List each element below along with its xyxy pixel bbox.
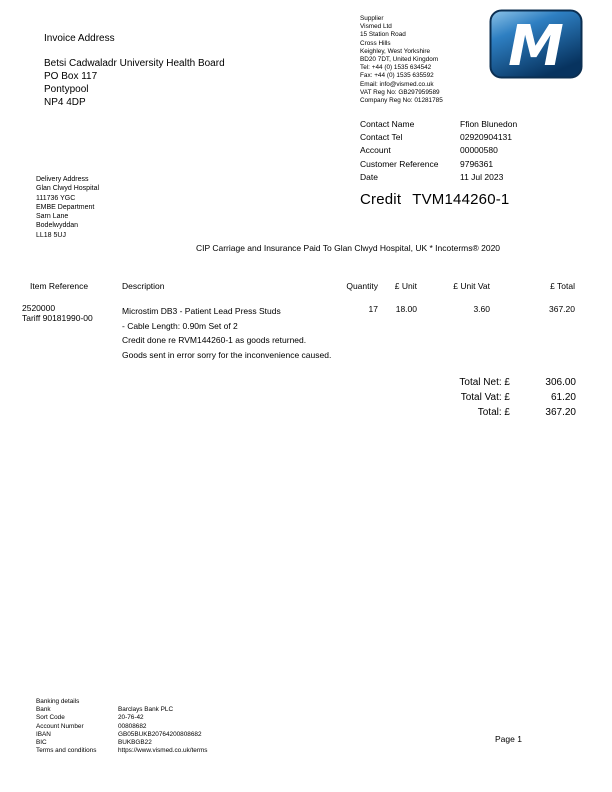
bank-row xyxy=(36,706,208,714)
col-header-description: Description xyxy=(122,281,165,291)
account-value: 00000580 xyxy=(460,145,498,156)
contact-name-label: Contact Name xyxy=(360,119,415,129)
invoice-address-line: NP4 4DP xyxy=(44,97,86,108)
supplier-line: Cross Hills xyxy=(360,39,391,47)
supplier-line: Keighley, West Yorkshire xyxy=(360,47,431,55)
banking-details-heading: Banking details xyxy=(36,698,80,705)
date-label: Date xyxy=(360,171,378,182)
total-gross-value: 367.20 xyxy=(545,407,576,418)
supplier-line: BD20 7DT, United Kingdom xyxy=(360,56,439,64)
document-number: TVM144260-1 xyxy=(412,191,510,208)
invoice-address-block xyxy=(44,57,225,109)
col-header-unit-price: £ Unit xyxy=(394,281,417,291)
document-title xyxy=(360,191,509,208)
supplier-line: Tel: +44 (0) 1535 634542 xyxy=(360,64,432,72)
date-value: 11 Jul 2023 xyxy=(460,171,504,182)
item-tariff-value: Tariff 90181990-00 xyxy=(22,312,93,323)
document-type-label: Credit xyxy=(360,191,402,208)
supplier-block xyxy=(360,15,443,105)
terms-label: Terms and conditions xyxy=(36,747,97,755)
supplier-line: VAT Reg No: GB297959589 xyxy=(360,88,440,96)
contact-row xyxy=(360,131,585,144)
page-number: Page 1 xyxy=(495,734,522,744)
supplier-heading: Supplier xyxy=(360,15,384,22)
item-note-line: Credit done re RVM144260-1 as goods returned. xyxy=(122,335,307,346)
invoice-address-heading: Invoice Address xyxy=(44,33,115,44)
contact-row xyxy=(360,158,585,171)
col-header-unit-vat: £ Unit Vat xyxy=(453,281,490,291)
total-gross-row xyxy=(380,407,576,418)
delivery-address-heading: Delivery Address xyxy=(36,176,89,183)
terms-url-link[interactable]: https://www.vismed.co.uk/terms xyxy=(118,747,208,755)
item-unit-price-value: 18.00 xyxy=(395,304,417,314)
total-gross-label: Total: £ xyxy=(477,407,510,418)
delivery-address-line: LL18 5UJ xyxy=(36,231,66,239)
delivery-address-block xyxy=(36,175,99,240)
contact-tel-label: Contact Tel xyxy=(360,132,403,143)
total-net-row xyxy=(380,377,576,388)
item-total-value: 367.20 xyxy=(549,304,575,314)
item-quantity-value: 17 xyxy=(368,304,378,314)
sort-code-value: 20-76-42 xyxy=(118,714,144,722)
contact-name-value: Ffion Blunedon xyxy=(460,119,518,129)
company-logo-icon xyxy=(489,9,583,79)
iban-label: IBAN xyxy=(36,730,51,738)
account-number-row xyxy=(36,723,208,731)
invoice-address-line: PO Box 117 xyxy=(44,71,98,82)
supplier-line: Fax: +44 (0) 1535 635592 xyxy=(360,72,434,80)
sort-code-label: Sort Code xyxy=(36,714,65,722)
bank-label: Bank xyxy=(36,706,51,714)
bic-row xyxy=(36,739,208,747)
supplier-line: Email: info@vismed.co.uk xyxy=(360,80,434,88)
terms-row xyxy=(36,747,208,755)
item-unit-vat-value: 3.60 xyxy=(473,304,490,314)
item-reference-cell xyxy=(22,304,120,323)
contact-tel-value: 02920904131 xyxy=(460,132,513,143)
delivery-address-line: EMBE Department xyxy=(36,203,95,211)
banking-details-block xyxy=(36,698,208,755)
supplier-line: Company Reg No: 01281785 xyxy=(360,97,443,105)
supplier-line: Vismed Ltd xyxy=(360,23,392,31)
invoice-address-line: Pontypool xyxy=(44,84,89,95)
total-vat-row xyxy=(380,392,576,403)
delivery-address-line: Glan Clwyd Hospital xyxy=(36,185,100,193)
account-number-value: 00808682 xyxy=(118,722,147,730)
contact-block xyxy=(360,118,585,184)
bic-label: BIC xyxy=(36,739,47,747)
logo-letter-m: M xyxy=(508,14,564,79)
item-description-line: Microstim DB3 - Patient Lead Press Studs xyxy=(122,306,281,316)
invoice-address-line: Betsi Cadwaladr University Health Board xyxy=(44,58,225,69)
delivery-address-line: Bodelwyddan xyxy=(36,222,79,230)
bank-value: Barclays Bank PLC xyxy=(118,706,174,714)
item-note-line: Goods sent in error sorry for the inconvenience caused. xyxy=(122,350,332,361)
iban-row xyxy=(36,731,208,739)
total-vat-label: Total Vat: £ xyxy=(460,392,510,403)
col-header-quantity: Quantity xyxy=(346,281,378,291)
item-reference-value: 2520000 xyxy=(22,303,56,313)
col-header-total: £ Total xyxy=(550,281,575,291)
item-description-line: - Cable Length: 0.90m Set of 2 xyxy=(122,320,238,331)
contact-row xyxy=(360,171,585,184)
delivery-address-line: Sarn Lane xyxy=(36,213,69,221)
total-net-value: 306.00 xyxy=(545,377,576,388)
col-header-item-reference: Item Reference xyxy=(30,281,89,291)
bic-value: BUKBGB22 xyxy=(118,739,152,747)
sort-code-row xyxy=(36,714,208,722)
contact-row xyxy=(360,144,585,157)
customer-reference-label: Customer Reference xyxy=(360,158,439,169)
customer-reference-value: 9796361 xyxy=(460,158,494,169)
iban-value: GB05BUKB20764200808682 xyxy=(118,730,202,738)
supplier-line: 15 Station Road xyxy=(360,31,406,39)
incoterms-line: CIP Carriage and Insurance Paid To Glan Clwyd Hospital, UK * Incoterms® 2020 xyxy=(195,243,501,253)
total-net-label: Total Net: £ xyxy=(459,377,510,388)
account-label: Account xyxy=(360,145,391,156)
total-vat-value: 61.20 xyxy=(550,392,576,403)
contact-row xyxy=(360,118,585,131)
account-number-label: Account Number xyxy=(36,722,84,730)
delivery-address-line: 111736 YGC xyxy=(36,194,76,202)
